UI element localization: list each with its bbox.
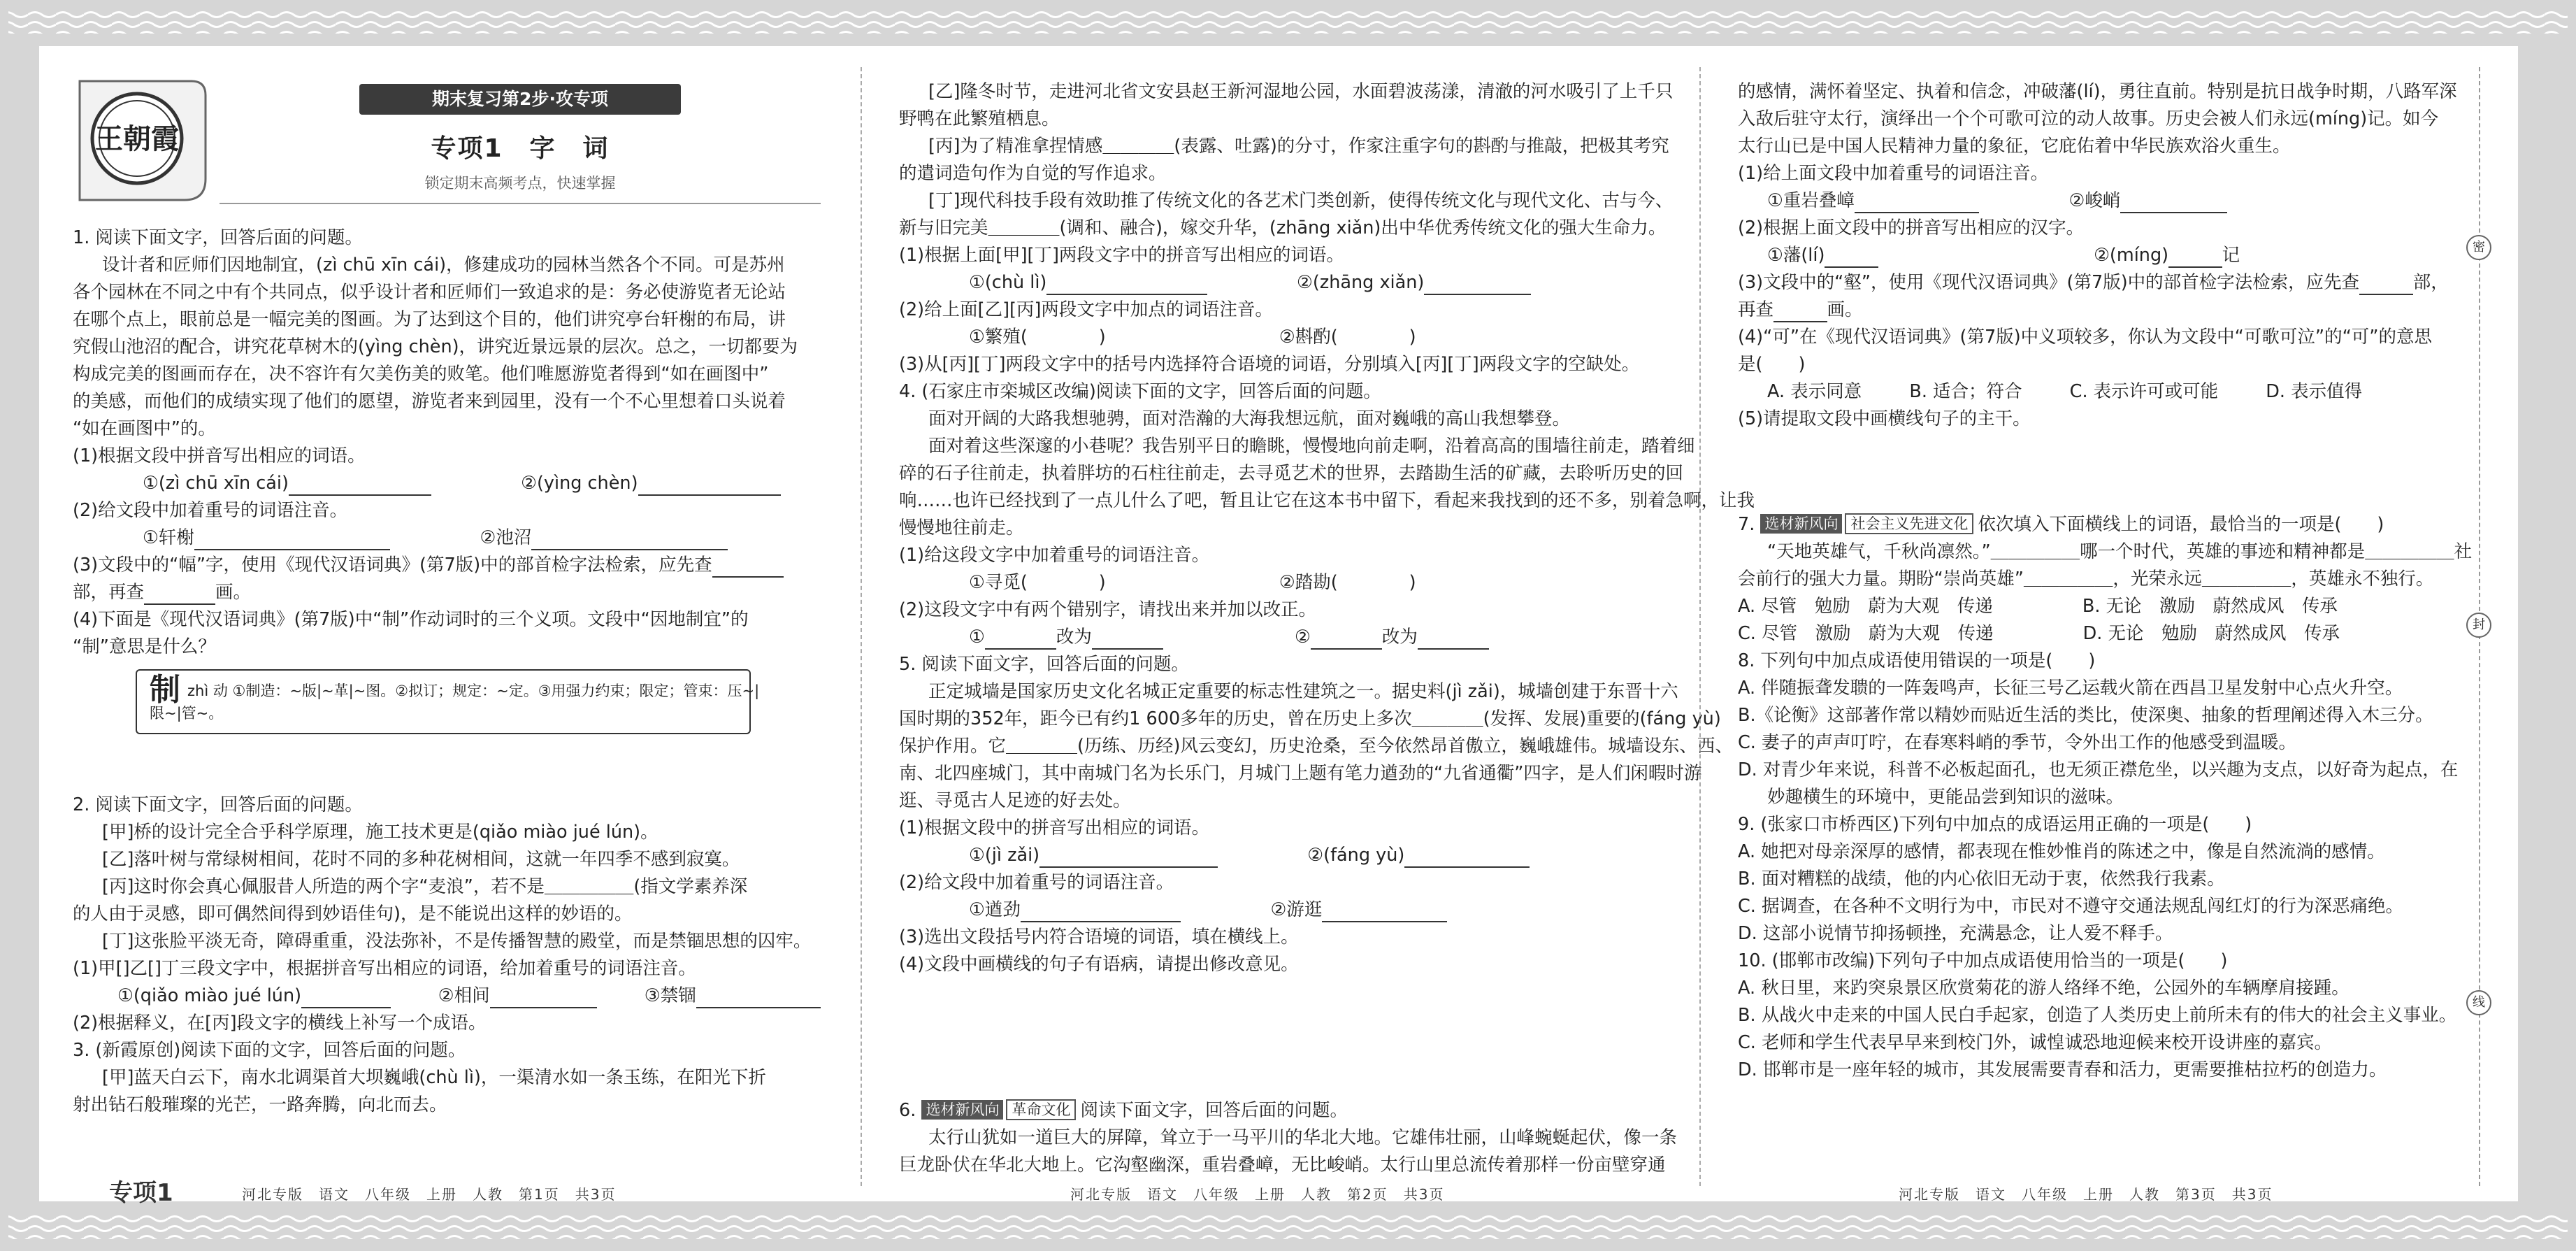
answer-label: ②(zhāng xiǎn) [1297,272,1425,293]
passage-line: 的感情，满怀着坚定、执着和信念，冲破藩(lí)，勇往直前。特别是抗日战争时期，八路军深 [1738,81,2457,102]
option-d[interactable]: D. 对青少年来说，科普不必板起面孔，也无须正襟危坐，以兴趣为支点，以好奇为起点，在 [1738,759,2459,780]
sub-question: 是( ) [1738,354,1806,375]
answer-label: 改为 [1381,627,1418,648]
passage-line: [丁]这张脸平淡无奇，障碍重重，没法弥补，不是传播智慧的殿堂，而是禁锢思想的囚牢。 [102,931,812,952]
answer-blank[interactable] [490,985,597,1008]
dictionary-headword: 制 [150,672,180,708]
sub-question: (1)根据文段中的拼音写出相应的词语。 [899,817,1210,838]
answer-label: ②相间 [438,985,490,1006]
sub-question [1738,269,2461,296]
option-b[interactable]: B. 适合；符合 [1909,381,2022,402]
sub-question [73,579,821,606]
answer-blank[interactable] [2120,190,2227,213]
seal-note: 线 [2466,990,2491,1015]
answer-label: ①重岩叠嶂 [1767,190,1855,211]
passage-line: 射出钻石般璀璨的光芒，一路奔腾，向北而去。 [73,1094,447,1115]
column-3 [1738,78,2473,1084]
column-1 [73,224,821,1119]
option-d[interactable]: D. 无论 勉励 蔚然成风 传承 [2082,623,2340,644]
section-tag: 选材新风向 [921,1100,1003,1120]
option-c[interactable]: C. 尽管 激励 蔚为大观 传递 [1738,623,1994,644]
sub-question: (2)根据释义，在[丙]段文字的横线上补写一个成语。 [73,1013,487,1034]
passage-line: 究假山池沼的配合，讲究花草树木的(yìng chèn)，讲究近景远景的层次。总之，一切都要为 [73,336,798,357]
passage-line: 的遣词造句作为自觉的写作追求。 [899,163,1167,184]
answer-blank[interactable] [289,473,431,496]
option-b[interactable]: B.《论衡》这部著作常以精妙而贴近生活的类比，使深奥、抽象的哲理阐述得入木三分。 [1738,705,2433,726]
answer-blank[interactable] [144,582,215,605]
answer-blank[interactable] [696,985,821,1008]
answer-blank[interactable] [2168,245,2222,268]
sub-question: (2)这段文字中有两个错别字，请找出来并加以改正。 [899,599,1317,620]
sub-question: (4)文段中画横线的句子有语病，请提出修改意见。 [899,954,1299,975]
option-b[interactable]: B. 面对糟糕的战绩，他的内心依旧无动于衷，依然我行我素。 [1738,868,2225,889]
sub-question [73,552,821,579]
option-a[interactable]: A. 尽管 勉励 蔚为大观 传递 [1738,596,1993,617]
option-row [1738,593,2461,620]
page-footer-1: 河北专版 语文 八年级 上册 人教 第1页 共3页 [242,1186,617,1203]
sub-question: (2)给文段中加着重号的词语注音。 [73,500,348,521]
answer-label: ①藩(lí) [1767,245,1825,266]
option-c[interactable]: C. 妻子的声声叮咛，在春寒料峭的季节，令外出工作的他感受到温暖。 [1738,732,2297,753]
question-6-title [899,1097,1657,1124]
answer-blank[interactable] [1039,845,1218,868]
passage-line: 碎的石子往前走，执着胖坊的石柱往前走，去寻觅艺术的世界，去踏勘生活的矿藏，去聆听历史的回 [899,463,1684,484]
answer-row [899,842,1657,869]
option-a[interactable]: A. 伴随振聋发聩的一阵轰鸣声，长征三号乙运载火箭在西昌卫星发射中心点火升空。 [1738,678,2403,699]
passage-line: 野鸭在此繁殖栖息。 [899,108,1060,129]
column-divider [861,67,862,1186]
answer-label: ①繁殖( ) [969,327,1106,348]
answer-blank[interactable] [1092,627,1163,650]
brand-text: 王朝霞 [95,122,179,155]
question-9-title: 9. (张家口市桥西区)下列句中加点的成语运用正确的一项是( ) [1738,814,2252,835]
question-number: 7. [1738,514,1755,535]
answer-label: ②(míng) [2094,245,2169,266]
answer-label: ②游逛 [1270,899,1323,920]
option-a[interactable]: A. 表示同意 [1767,381,1862,402]
passage-line: “天地英雄气，千秋尚凛然。”＿＿＿＿＿哪一个时代，英雄的事迹和精神都是＿＿＿＿＿社 [1767,541,2473,562]
dictionary-definition: 限~|管~。 [150,705,224,722]
dictionary-definition: zhì 动 ①制造：~版|~革|~图。②拟订；规定：~定。③用强力约束；限定；管束：压~| [187,682,760,699]
answer-blank[interactable] [1424,272,1531,295]
answer-label: ② [1295,627,1311,648]
answer-label: ①(chù lì) [969,272,1047,293]
answer-label: ①(zì chū xīn cái) [143,473,289,494]
answer-label: ②踏勘( ) [1279,572,1416,593]
option-row [1738,620,2461,648]
answer-blank[interactable] [2359,272,2413,295]
answer-row [1738,242,2461,269]
sub-question: (3)选出文段括号内符合语境的词语，填在横线上。 [899,927,1299,948]
answer-label: ① [969,627,985,648]
passage-line: [丁]现代科技手段有效助推了传统文化的各艺术门类创新，使得传统文化与现代文化、古与今、 [928,190,1674,211]
passage-line: 会前行的强大力量。期盼“崇尚英雄”＿＿＿＿＿，光荣永远＿＿＿＿＿，英雄永不独行。 [1738,569,2434,589]
passage-line: 新与旧完美＿＿＿＿(调和、融合)，嫁交升华，(zhāng xiǎn)出中华优秀传统文化的强大生命力。 [899,217,1667,238]
sub-question: “制”意思是什么？ [73,636,216,657]
sub-question-text: 部，再查 [73,582,145,603]
answer-label: ①遒劲 [969,899,1021,920]
answer-blank[interactable] [638,473,781,496]
passage-line: [丙]为了精准拿捏情感＿＿＿＿(表露、吐露)的分寸，作家注重字句的斟酌与推敲，把极其考究 [928,136,1669,157]
answer-row [1738,187,2461,215]
passage-line: 巨龙卧伏在华北大地上。它沟壑幽深，重岩叠嶂，无比峻峭。太行山里总流传着那样一份亩壁穿通 [899,1155,1666,1175]
passage-line: 的人由于灵感，即可偶然间得到妙语佳句)，是不能说出这样的妙语的。 [73,903,633,924]
question-8-title: 8. 下列句中加点成语使用错误的一项是( ) [1738,650,2096,671]
question-number: 6. [899,1100,916,1121]
sub-question: (1)根据上面[甲][丁]两段文字中的拼音写出相应的词语。 [899,245,1344,266]
answer-label: ③禁锢 [644,985,696,1006]
question-4-title: 4. (石家庄市栾城区改编)阅读下面的文字，回答后面的问题。 [899,381,1381,402]
answer-blank[interactable] [1046,272,1207,295]
option-c[interactable]: C. 据调查，在各种不文明行为中，市民对不遵守交通法规乱闯红灯的行为深恶痛绝。 [1738,896,2404,917]
question-text: 依次填入下面横线上的词语，最恰当的一项是( ) [1978,514,2384,535]
passage-line: 各个园林在不同之中有个共同点，似乎设计者和匠师们一致追求的是：务必使游览者无论站 [73,282,786,303]
passage-line: 面对着这些深邃的小巷呢？我告别平日的瞻眺，慢慢地向前走啊，沿着高高的围墙往前走，踏着细 [928,436,1695,457]
sub-question-text: (3)文段中的“壑”，使用《现代汉语词典》(第7版)中的部首检字法检索，应先查 [1738,272,2360,293]
answer-label: ②池沼 [480,527,532,548]
question-10-title: 10. (邯郸市改编)下列句子中加点成语使用恰当的一项是( ) [1738,950,2228,971]
sub-question: (5)请提取文段中画横线句子的主干。 [1738,408,2031,429]
brand-logo [73,74,213,207]
option-row [1738,378,2461,406]
seal-note: 封 [2466,613,2491,638]
answer-label: ②(fáng yù) [1307,845,1405,866]
option-d[interactable]: D. 这部小说情节抑扬顿挫，充满悬念，让人爱不释手。 [1738,923,2173,944]
answer-label: ②峻峭 [2068,190,2121,211]
page-title: 专项1 字 词 [431,134,610,163]
answer-row [73,982,821,1010]
answer-label: 记 [2222,245,2240,266]
answer-row [73,470,821,497]
option-a[interactable]: A. 她把对母亲深厚的感情，都表现在惟妙惟肖的陈述之中，像是自然流淌的感情。 [1738,841,2385,862]
sub-question [1738,296,2461,324]
section-label: 专项1 [109,1179,173,1207]
sub-question: (2)根据上面文段中的拼音写出相应的汉字。 [1738,217,2085,238]
sub-question: (4)下面是《现代汉语词典》(第7版)中“制”作动词时的三个义项。文段中“因地制宜”的 [73,609,749,630]
passage-line: 保护作用。它＿＿＿＿(历练、历经)风云变幻，历史沧桑，至今依然昂首傲立，巍峨雄伟。城墙设东、西、 [899,736,1733,757]
topic-tag: 社会主义先进文化 [1845,513,1973,534]
column-2 [899,78,1755,1179]
answer-blank[interactable] [712,555,784,578]
question-3-title: 3. (新霞原创)阅读下面的文字，回答后面的问题。 [73,1040,466,1061]
passage-line: 在哪个点上，眼前总是一幅完美的图画。为了达到这个目的，他们讲究亭台轩榭的布局，讲 [73,309,786,330]
passage-line: 正定城墙是国家历史文化名城正定重要的标志性建筑之一。据史料(jì zǎi)，城墙创建于东晋十六 [928,681,1678,702]
question-5-title: 5. 阅读下面文字，回答后面的问题。 [899,654,1189,675]
passage-line: [丙]这时你会真心佩服昔人所造的两个字“麦浪”，若不是＿＿＿＿＿(指文学素养深 [102,876,748,897]
sub-question-text: 画。 [1827,299,1863,320]
option-d[interactable]: D. 邯郸市是一座年轻的城市，其发展需要青春和活力，更需要推枯拉朽的创造力。 [1738,1059,2387,1080]
seal-note: 密 [2466,235,2491,260]
page-header [73,74,821,207]
answer-blank[interactable] [194,527,391,550]
exam-sheet [39,46,2518,1207]
passage-line: 设计者和匠师们因地制宜，(zì chū xīn cái)，修建成功的园林当然各个不同。可是苏州 [102,255,785,276]
sub-question: (4)“可”在《现代汉语词典》(第7版)中义项较多，你认为文段中“可歌可泣”的“可”的意思 [1738,327,2433,348]
sub-question: (3)从[丙][丁]两段文字中的括号内选择符合语境的词语，分别填入[丙][丁]两段文字的空缺处。 [899,354,1640,375]
option-b[interactable]: B. 从战火中走来的中国人民白手起家，创造了人类历史上前所未有的伟大的社会主义事业。 [1738,1005,2457,1026]
option-c[interactable]: C. 老师和学生代表早早来到校门外，诚惶诚恐地迎候来校开设讲座的嘉宾。 [1738,1032,2333,1053]
sub-question-text: 再查 [1738,299,1774,320]
sub-question-text: 部， [2412,272,2449,293]
sub-question: (1)给上面文段中加着重号的词语注音。 [1738,163,2049,184]
answer-row [899,896,1657,924]
passage-line: 响……也许已经找到了一点儿什么了吧，暂且让它在这本书中留下，看起来我找到的还不多，别着急啊，让我 [899,490,1755,511]
page-footer-3: 河北专版 语文 八年级 上册 人教 第3页 共3页 [1899,1186,2273,1203]
sub-question: (1)甲[]乙[]丁三段文字中，根据拼音写出相应的词语，给加着重号的词语注音。 [73,958,696,979]
passage-line: [甲]蓝天白云下，南水北调渠首大坝巍峨(chù lì)，一渠清水如一条玉练，在阳光下折 [102,1067,766,1088]
answer-blank[interactable] [1825,245,1878,268]
answer-label: ①(jì zǎi) [969,845,1040,866]
sub-question-text: 画。 [215,582,252,603]
option-a[interactable]: A. 秋日里，来趵突泉景区欣赏菊花的游人络绎不绝，公园外的车辆摩肩接踵。 [1738,978,2350,999]
column-divider [1699,67,1701,1186]
question-2-title: 2. 阅读下面文字，回答后面的问题。 [73,794,363,815]
brand-logo-icon [73,74,213,207]
passage-line: 慢慢地往前走。 [899,517,1024,538]
answer-blank[interactable] [985,627,1056,650]
answer-row [899,569,1657,596]
passage-line: 面对开阔的大路我想驰骋，面对浩瀚的大海我想远航，面对巍峨的高山我想攀登。 [928,408,1571,429]
answer-blank[interactable] [1021,899,1181,922]
sub-question: (2)给文段中加着重号的词语注音。 [899,872,1174,893]
dictionary-entry [136,669,760,734]
passage-line: 太行山犹如一道巨大的屏障，耸立于一马平川的华北大地。它雄伟壮丽，山峰蜿蜒起伏，像一条 [928,1127,1678,1148]
answer-blank[interactable] [1311,627,1382,650]
passage-line: 南、北四座城门，其中南城门名为长乐门，月城门上题有笔力遒劲的“九省通衢”四字，是人们闲暇时游 [899,763,1702,784]
answer-label: ②斟酌( ) [1279,327,1416,348]
passage-line: [乙]落叶树与常绿树相间，花时不同的多种花树相间，这就一年四季不感到寂寞。 [102,849,740,870]
passage-line: 构成完美的图画而存在，决不容许有欠美伤美的败笔。他们唯愿游览者得到“如在画图中” [73,364,769,385]
answer-blank[interactable] [1773,299,1827,322]
passage-line: 入敌后驻守太行，演绎出一个个可歌可泣的动人故事。历史会被人们永远(míng)记。如今 [1738,108,2439,129]
answer-blank[interactable] [301,985,391,1008]
stage-badge: 期末复习第2步·攻专项 [359,84,681,115]
answer-row [73,524,821,552]
passage-line: [甲]桥的设计完全合乎科学原理，施工技术更是(qiǎo miào jué lún)。 [102,822,659,843]
answer-row [899,324,1657,351]
page-subtitle: 锁定期末高频考点，快速掌握 [424,175,616,192]
option-d[interactable]: D. 表示值得 [2266,381,2363,402]
question-7-title [1738,511,2461,538]
answer-label: ①寻觅( ) [969,572,1106,593]
question-text: 阅读下面文字，回答后面的问题。 [1080,1100,1348,1121]
answer-label: ①(qiǎo miào jué lún) [117,985,302,1006]
passage-line: 国时期的352年，距今已有约1 600多年的历史，曾在历史上多次＿＿＿＿(发挥、发展)重要的(fáng yù) [899,708,1721,729]
answer-blank[interactable] [1322,899,1447,922]
answer-label: ②(yìng chèn) [521,473,638,494]
answer-label: ①轩榭 [143,527,194,548]
passage-line: 的美感，而他们的成绩实现了他们的愿望，游览者来到园里，没有一个不心里想着口头说着 [73,391,786,412]
sub-question: (1)给这段文字中加着重号的词语注音。 [899,545,1210,566]
passage-line: “如在画图中”的。 [73,418,216,439]
sub-question: (1)根据文段中拼音写出相应的词语。 [73,445,366,466]
passage-line: [乙]隆冬时节，走进河北省文安县赵王新河湿地公园，水面碧波荡漾，清澈的河水吸引了上千只 [928,81,1674,102]
answer-row [899,269,1657,296]
answer-row [899,624,1657,651]
header-divider [220,203,821,204]
answer-blank[interactable] [531,527,728,550]
option-b[interactable]: B. 无论 激励 蔚然成风 传承 [2082,596,2338,617]
answer-blank[interactable] [1418,627,1489,650]
passage-line: 太行山已是中国人民精神力量的象征，它庇佑着中华民族欢浴火重生。 [1738,136,2291,157]
passage-line: 逛、寻觅古人足迹的好去处。 [899,790,1131,811]
option-d-cont: 妙趣横生的环境中，更能品尝到知识的滋味。 [1767,787,2124,808]
section-tag: 选材新风向 [1760,514,1842,534]
question-1-title: 1. 阅读下面文字，回答后面的问题。 [73,227,363,248]
answer-label: 改为 [1056,627,1092,648]
answer-blank[interactable] [1855,190,1980,213]
sub-question: (2)给上面[乙][丙]两段文字中加点的词语注音。 [899,299,1273,320]
topic-tag: 革命文化 [1006,1099,1076,1120]
sub-question-text: (3)文段中的“幅”字，使用《现代汉语词典》(第7版)中的部首检字法检索，应先查 [73,555,712,576]
answer-blank[interactable] [1404,845,1530,868]
page-footer-2: 河北专版 语文 八年级 上册 人教 第2页 共3页 [1070,1186,1445,1203]
option-c[interactable]: C. 表示许可或可能 [2069,381,2219,402]
